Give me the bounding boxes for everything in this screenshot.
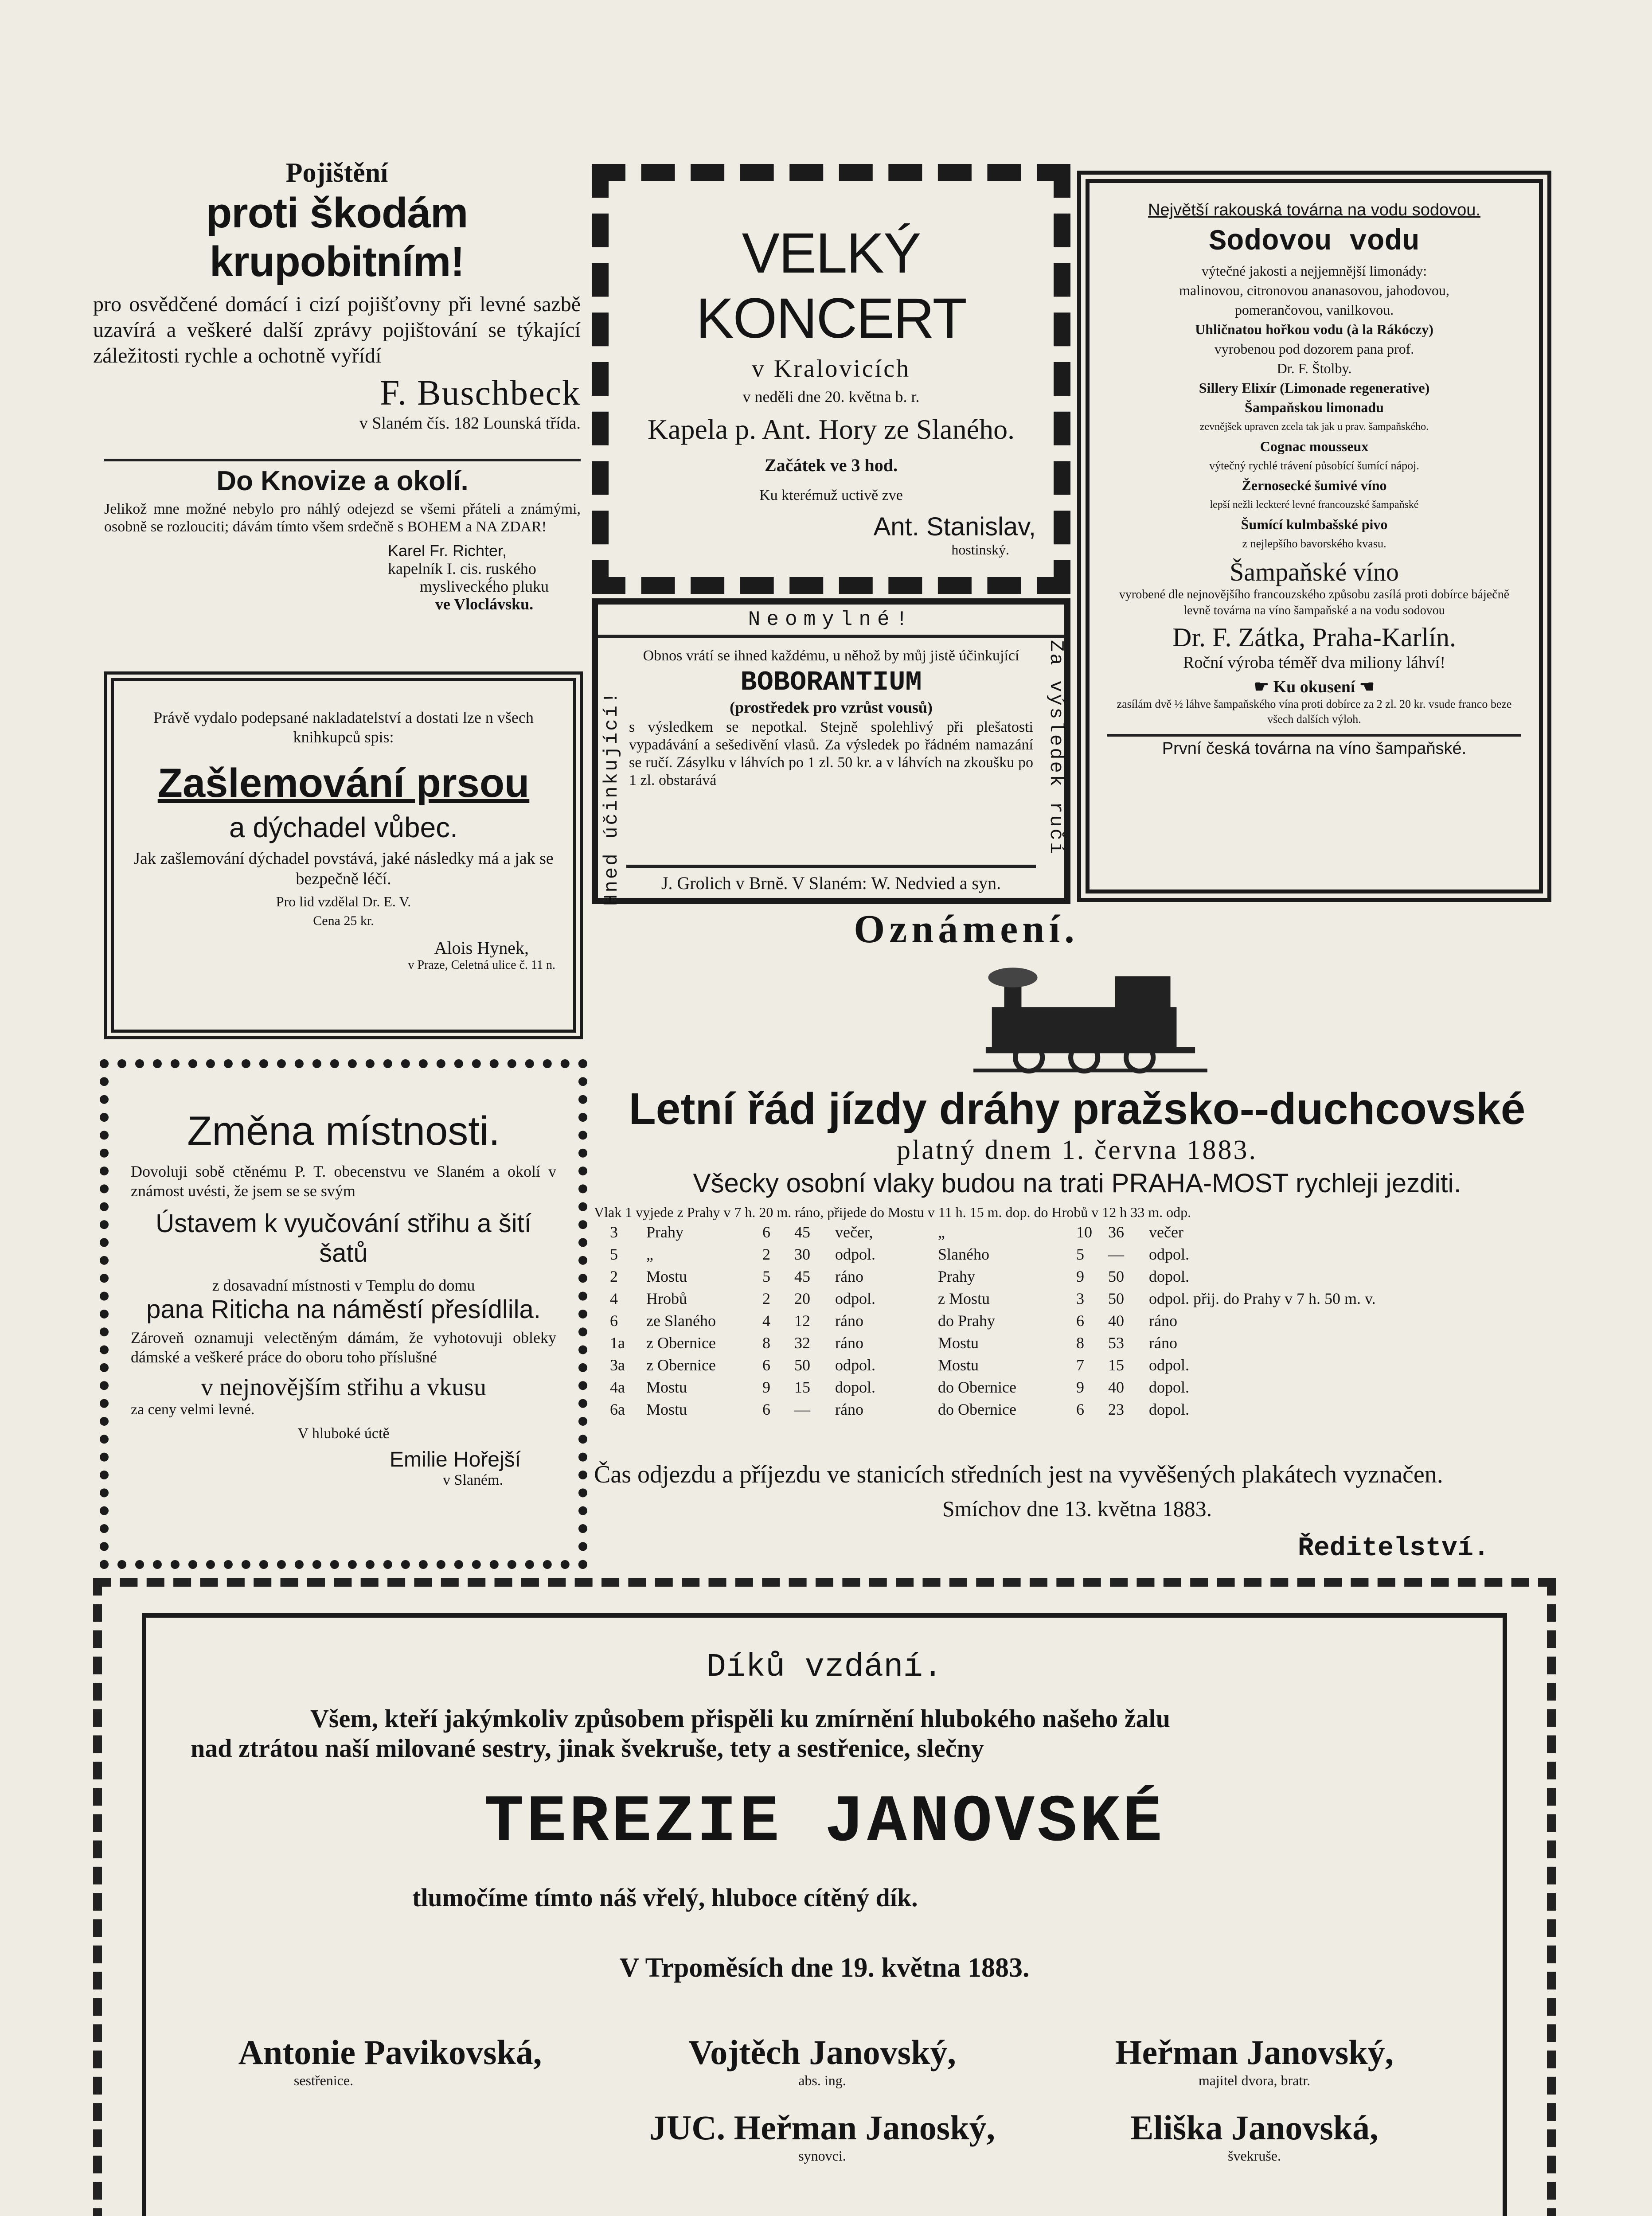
zatka-line: výtečné jakosti a nejjemnější limonády: [1201, 263, 1427, 279]
table-cell-arr-h: 6 [1076, 1312, 1084, 1330]
zatka-line: Dr. F. Štolby. [1277, 360, 1352, 376]
signer-name: Vojtěch Janovský, [688, 2033, 956, 2072]
signer-role: majitel dvora, bratr. [1198, 2072, 1311, 2088]
relocation-p3: Zároveň oznamuji velectěným dámám, že vyhotovuji obleky dámské a veškeré práce do oboru toho příslušné [131, 1329, 556, 1366]
zatka-product1: Sodovou vodu [1209, 225, 1420, 258]
zatka-line: vyrobenou pod dozorem pana prof. [1214, 341, 1414, 357]
book-publisher: Alois Hynek, [434, 938, 529, 958]
table-cell-from: Mostu [646, 1378, 687, 1396]
table-cell-dep-p: ráno [835, 1312, 863, 1330]
thanks-signers [191, 2033, 1458, 2210]
boborantium-header: Neomylné! [598, 605, 1064, 638]
table-cell-arr-h: 9 [1076, 1268, 1084, 1285]
table-cell-arr-p: odpol. [1149, 1245, 1190, 1263]
table-row [607, 1265, 1462, 1287]
table-row [607, 1310, 1462, 1332]
insurance-ad [93, 157, 581, 459]
table-cell-arr-m: 40 [1108, 1378, 1124, 1396]
table-cell-train: 4a [610, 1378, 625, 1396]
table-row [607, 1354, 1462, 1376]
zatka-bottom: První česká továrna na víno šampaňské. [1107, 734, 1521, 758]
table-cell-dep-m: 30 [794, 1245, 810, 1263]
zatka-line: malinovou, citronovou ananasovou, jahodovou, [1179, 282, 1449, 298]
zatka-line: Cognac mousseux [1260, 438, 1369, 454]
table-cell-dep-h: 8 [762, 1334, 770, 1352]
table-cell-to: Slaného [938, 1245, 989, 1263]
zatka-lines [1107, 261, 1521, 554]
table-cell-to: „ [938, 1223, 945, 1241]
relocation-ad [100, 1059, 587, 1569]
relocation-house: pana Riticha na náměstí přesídlila. [146, 1295, 541, 1324]
concert-date: v neděli dne 20. května b. r. [742, 388, 920, 406]
railway-valid: platný dnem 1. června 1883. [897, 1135, 1258, 1165]
table-cell-arr-h: 7 [1076, 1356, 1084, 1374]
table-row [607, 1243, 1462, 1265]
table-cell-dep-p: ráno [835, 1334, 863, 1352]
farewell-title2: myslivecké́ho pluku [420, 577, 549, 595]
concert-invite: Ku kterémuž uctivě zve [759, 487, 903, 503]
railway-signature: Ředitelství. [1297, 1533, 1489, 1564]
table-cell-arr-p: dopol. [1149, 1378, 1190, 1396]
signer-name: JUC. Heřman Janoský, [649, 2108, 996, 2147]
signer-role: sestřenice. [293, 2072, 354, 2088]
table-cell-from: Mostu [646, 1401, 687, 1418]
table-row [607, 1287, 1462, 1310]
concert-host: Ant. Stanislav, [873, 512, 1036, 541]
farewell-heading: Do Knovize a okolí. [216, 466, 469, 496]
thanks-notice [142, 1613, 1507, 2216]
table-cell-dep-h: 6 [762, 1223, 770, 1241]
table-cell-arr-m: 53 [1108, 1334, 1124, 1352]
table-cell-dep-p: ráno [835, 1268, 863, 1285]
signer-role: švekruše. [1228, 2148, 1281, 2164]
zatka-maker: Dr. F. Zátka, Praha-Karlín. [1172, 623, 1457, 652]
farewell-body: Jelikož mne možné nebylo pro náhlý odejezd se všemi přáteli a známými, osobně se rozlouciti; dávám tímto všem srdečně s BOHEM a NA ZDAR! [104, 501, 581, 535]
table-cell-arr-m: 15 [1108, 1356, 1124, 1374]
railway-table [607, 1221, 1462, 1420]
table-cell-dep-p: večer, [835, 1223, 873, 1241]
railway-header-row: Vlak 1 vyjede z Prahy v 7 h. 20 m. ráno, přijede do Mostu v 11 h. 15 m. dop. do Hrobů v 12 h 33 m. odp. [594, 1204, 1191, 1220]
concert-start: Začátek ve 3 hod. [765, 455, 898, 475]
table-cell-dep-m: 15 [794, 1378, 810, 1396]
table-cell-arr-p: večer [1149, 1223, 1183, 1241]
table-cell-dep-h: 2 [762, 1245, 770, 1263]
book-title: Zašlemování prsou [157, 761, 530, 806]
signer [1055, 2108, 1454, 2164]
thanks-line1: Všem, kteří jakýmkoliv způsobem přispěli ku zmírnění hlubokého našeho žalu [310, 1704, 1170, 1733]
zatka-champagne: Šampaňské víno [1230, 558, 1399, 586]
thanks-title: Díků vzdání. [706, 1649, 943, 1686]
boborantium-p2: s výsledkem se nepotkal. Stejně spolehlivý při plešatosti vypadávání a sešedivění vlasů. Za výsledek po řádném namazání se ručí. Zásylku v láhvích po 1 zl. 50 kr. a v láhvích na zkoušku po 1 zl. obstarává [629, 719, 1033, 788]
zatka-top: Největší rakouská továrna na vodu sodovou. [1148, 201, 1480, 219]
table-cell-from: Prahy [646, 1223, 683, 1241]
zatka-output: Roční výroba téměř dva miliony láhví! [1183, 653, 1446, 672]
zatka-line: pomerančovou, vanilkovou. [1234, 302, 1394, 318]
signer-role: synovci. [798, 2148, 846, 2164]
table-cell-dep-h: 6 [762, 1401, 770, 1418]
pointing-hand-icon: ☚ [1355, 678, 1375, 696]
thanks-name: TEREZIE JANOVSKÉ [484, 1785, 1165, 1861]
table-row [607, 1221, 1462, 1243]
table-cell-to: Prahy [938, 1268, 975, 1285]
farewell-notice [104, 465, 581, 669]
table-cell-arr-m: 50 [1108, 1290, 1124, 1307]
relocation-institute: Ústavem k vyučování střihu a šití šatů [156, 1209, 531, 1268]
table-cell-dep-h: 9 [762, 1378, 770, 1396]
zatka-line: z nejlepšího bavorského kvasu. [1242, 537, 1386, 550]
zatka-line: výtečný rychlé trávení působící šumící nápoj. [1209, 459, 1419, 472]
concert-title: VELKÝ KONCERT [696, 222, 966, 350]
book-author: Pro lid vzdělal Dr. E. V. [276, 893, 411, 909]
table-cell-to: Mostu [938, 1334, 979, 1352]
table-cell-train: 6 [610, 1312, 618, 1330]
boborantium-name: BOBORANTIUM [740, 667, 922, 698]
table-cell-dep-m: — [794, 1401, 810, 1418]
table-cell-from: z Obernice [646, 1334, 716, 1352]
boborantium-right-vertical: Za výsledek ručí [1045, 640, 1067, 856]
boborantium-ad [592, 598, 1070, 904]
table-cell-arr-m: 40 [1108, 1312, 1124, 1330]
boborantium-footer: J. Grolich v Brně. V Slaném: W. Nedvied a syn. [626, 865, 1036, 898]
table-cell-dep-m: 20 [794, 1290, 810, 1307]
relocation-heading: Změna místnosti. [187, 1108, 500, 1154]
relocation-city: v Slaném. [443, 1472, 503, 1488]
railway-note: Čas odjezdu a příjezdu ve stanicích středních jest na vyvěšených plakátech vyznačen. [594, 1461, 1443, 1488]
table-cell-train: 1a [610, 1334, 625, 1352]
table-cell-arr-p: odpol. [1149, 1356, 1190, 1374]
table-cell-from: Hrobů [646, 1290, 687, 1307]
signer-name: Eliška Janovská, [1130, 2108, 1379, 2147]
insurance-headline: proti škodám krupobitním! [206, 189, 468, 285]
table-cell-dep-p: odpol. [835, 1356, 876, 1374]
concert-band: Kapela p. Ant. Hory ze Slaného. [647, 414, 1015, 445]
table-cell-from: Mostu [646, 1268, 687, 1285]
thanks-place-date: V Trpoměsích dne 19. května 1883. [619, 1953, 1030, 1983]
relocation-p2: z dosavadní místnosti v Templu do domu [212, 1276, 475, 1294]
divider [104, 459, 581, 461]
table-cell-arr-h: 10 [1076, 1223, 1092, 1241]
table-cell-dep-p: odpol. [835, 1290, 876, 1307]
relocation-quality: v nejnovějším střihu a vkusu [201, 1373, 486, 1401]
zatka-ad [1077, 171, 1551, 902]
zatka-line: Uhličnatou hořkou vodu (à la Rákóczy) [1195, 321, 1433, 337]
signer [1055, 2033, 1454, 2089]
table-cell-arr-p: ráno [1149, 1334, 1177, 1352]
boborantium-tagline: (prostředek pro vzrůst vousů) [730, 698, 933, 716]
table-cell-arr-m: 50 [1108, 1268, 1124, 1285]
locomotive-icon [966, 964, 1215, 1075]
table-cell-to: do Prahy [938, 1312, 995, 1330]
table-cell-dep-h: 4 [762, 1312, 770, 1330]
signer [612, 2108, 1033, 2164]
relocation-regards: V hluboké úctě [297, 1425, 390, 1442]
table-cell-arr-h: 6 [1076, 1401, 1084, 1418]
thanks-line2: nad ztrátou naší milované sestry, jinak švekruše, tety a sestřenice, slečny [191, 1734, 984, 1763]
table-cell-arr-p: ráno [1149, 1312, 1177, 1330]
railway-heading: Oznámení. [854, 907, 1079, 951]
book-publisher-address: v Praze, Celetná ulice č. 11 n. [408, 958, 555, 972]
table-cell-dep-h: 5 [762, 1268, 770, 1285]
table-row [607, 1376, 1462, 1398]
zatka-line: lepší nežli leckteré levné francouzské šampaňské [1210, 499, 1419, 511]
table-cell-to: do Obernice [938, 1401, 1016, 1418]
table-cell-arr-h: 3 [1076, 1290, 1084, 1307]
zatka-line: Žernosecké šumivé víno [1242, 477, 1387, 493]
insurance-address: v Slaném čís. 182 Lounská třída. [359, 414, 581, 433]
zatka-line: Šumící kulmbašské pivo [1241, 516, 1388, 532]
table-cell-dep-h: 2 [762, 1290, 770, 1307]
table-cell-arr-h: 9 [1076, 1378, 1084, 1396]
table-cell-dep-m: 45 [794, 1223, 810, 1241]
table-cell-dep-m: 32 [794, 1334, 810, 1352]
signer [612, 2033, 1033, 2089]
zatka-trial [1107, 677, 1521, 697]
railway-place-date: Smíchov dne 13. května 1883. [942, 1496, 1212, 1521]
concert-ad [592, 164, 1070, 594]
zatka-line: zevnějšek upraven zcela tak jak u prav. šampaňského. [1199, 421, 1429, 433]
table-cell-arr-m: 23 [1108, 1401, 1124, 1418]
table-cell-dep-m: 45 [794, 1268, 810, 1285]
book-body: Jak zašlemování dýchadel povstává, jaké následky má a jak se bezpečně léčí. [133, 849, 554, 888]
insurance-body: pro osvědčené domácí i cizí pojišťovny při levné sazbě uzavírá a veškeré další zprávy pojištování se týkající záležitosti rychle a ochotně vyřídí [93, 293, 581, 367]
table-cell-dep-p: dopol. [835, 1378, 876, 1396]
signer-name: Antonie Pavikovská, [238, 2033, 542, 2072]
signer-name: Heřman Janovský, [1115, 2033, 1394, 2072]
table-cell-to: do Obernice [938, 1378, 1016, 1396]
concert-place: v Kralovicích [751, 355, 911, 382]
farewell-city: ve Vloclávsku. [435, 595, 534, 613]
boborantium-left-vertical: Hned účinkující! [601, 690, 623, 906]
table-cell-dep-h: 6 [762, 1356, 770, 1374]
relocation-p1: Dovoluji sobě ctěnému P. T. obecenstvu ve Slaném a okolí v známost uvésti, že jsem se se svým [131, 1163, 556, 1200]
relocation-name: Emilie Hořejší [389, 1448, 521, 1471]
table-cell-train: 3a [610, 1356, 625, 1374]
relocation-prices: za ceny velmi levné. [131, 1401, 255, 1418]
farewell-signature [388, 542, 581, 613]
table-cell-train: 3 [610, 1223, 618, 1241]
zatka-trial-label: Ku okusení [1273, 678, 1355, 696]
table-cell-to: Mostu [938, 1356, 979, 1374]
insurance-kicker: Pojištění [285, 158, 388, 188]
table-cell-train: 4 [610, 1290, 618, 1307]
farewell-name: Karel Fr. Richter, [388, 542, 507, 560]
table-cell-from: z Obernice [646, 1356, 716, 1374]
zatka-line: Šampaňskou limonadu [1245, 399, 1384, 415]
boborantium-p1: Obnos vrátí se ihned každému, u něhož by můj jistě účinkující [643, 648, 1019, 664]
table-cell-dep-m: 12 [794, 1312, 810, 1330]
book-price: Cena 25 kr. [313, 913, 374, 928]
table-cell-arr-p: dopol. [1149, 1268, 1190, 1285]
table-cell-train: 2 [610, 1268, 618, 1285]
table-cell-arr-p: dopol. [1149, 1401, 1190, 1418]
table-cell-dep-m: 50 [794, 1356, 810, 1374]
table-cell-from: „ [646, 1245, 653, 1263]
book-subtitle: a dýchadel vůbec. [229, 811, 458, 843]
zatka-line: Sillery Elixír (Limonade regenerative) [1199, 380, 1430, 396]
railway-subtitle: Všecky osobní vlaky budou na trati PRAHA-MOST rychleji jezditi. [693, 1168, 1461, 1198]
table-cell-dep-p: odpol. [835, 1245, 876, 1263]
table-cell-train: 6a [610, 1401, 625, 1418]
railway-notice [590, 906, 1565, 1576]
pointing-hand-icon: ☛ [1254, 678, 1273, 696]
book-intro: Právě vydalo podepsané nakladatelství a dostati lze n všech knihkupců spis: [153, 709, 534, 746]
railway-title: Letní řád jízdy dráhy pražsko--duchcovské [629, 1084, 1526, 1134]
table-cell-arr-m: — [1108, 1245, 1124, 1263]
concert-host-title: hostinský. [951, 542, 1009, 558]
table-cell-arr-p: odpol. přij. do Prahy v 7 h. 50 m. v. [1149, 1290, 1376, 1307]
table-cell-arr-h: 5 [1076, 1245, 1084, 1263]
table-cell-arr-m: 36 [1108, 1223, 1124, 1241]
table-cell-arr-h: 8 [1076, 1334, 1084, 1352]
table-cell-from: ze Slaného [646, 1312, 716, 1330]
signer-role: abs. ing. [798, 2072, 846, 2088]
table-cell-train: 5 [610, 1245, 618, 1263]
insurance-name: F. Buschbeck [379, 374, 581, 413]
table-cell-dep-p: ráno [835, 1401, 863, 1418]
table-row [607, 1398, 1462, 1420]
book-ad [104, 671, 583, 1039]
table-cell-to: z Mostu [938, 1290, 990, 1307]
signer [191, 2033, 590, 2089]
thanks-line3: tlumočíme tímto náš vřelý, hluboce cítěný dík. [412, 1883, 918, 1912]
table-row [607, 1332, 1462, 1354]
farewell-title1: kapelník I. cis. ruského [388, 560, 536, 577]
zatka-trial-desc: zasílám dvě ½ láhve šampaňského vína proti dobírce za 2 zl. 20 kr. vsude franco beze všech dalších výloh. [1117, 698, 1512, 726]
zatka-champagne-desc: vyrobené dle nejnovějšího francouzského způsobu zasílá proti dobírce báječně levně továrna na víno šampaňské a na vodu sodovou [1119, 588, 1510, 617]
